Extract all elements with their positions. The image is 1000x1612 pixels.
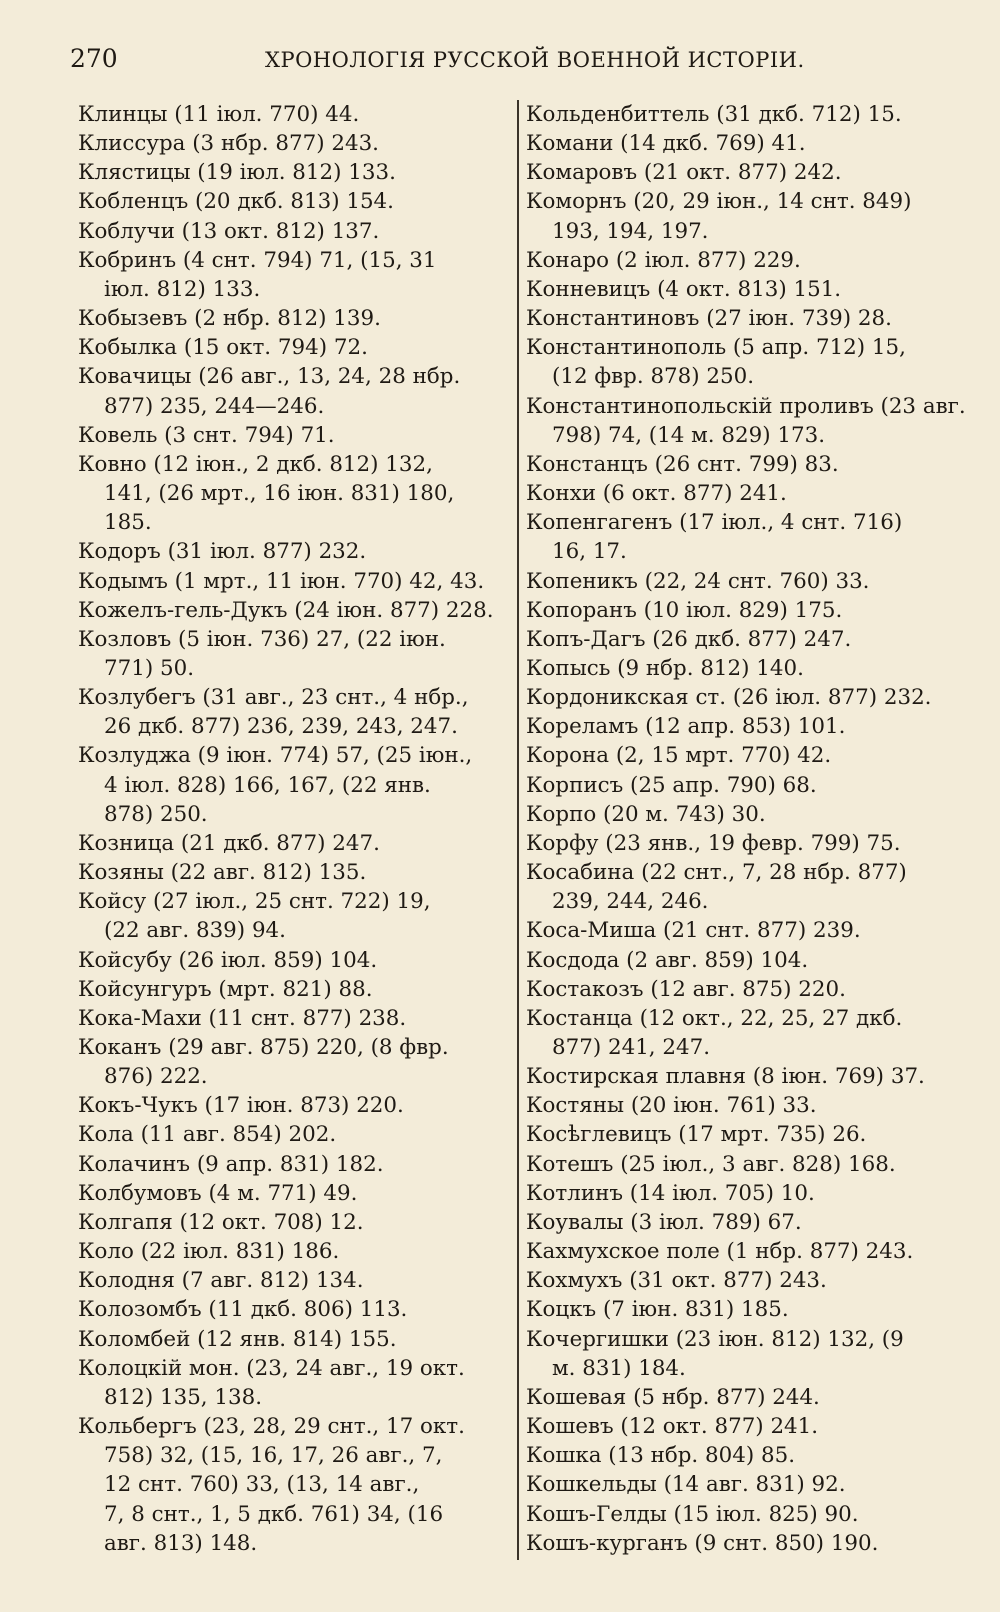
index-entry: Козлубегъ (31 авг., 23 снт., 4 нбр., 26 дкб. 877) 236, 239, 243, 247. [78, 685, 469, 740]
index-entry: Коломбей (12 янв. 814) 155. [78, 1326, 397, 1352]
index-entry: Копысь (9 нбр. 812) 140. [526, 655, 804, 681]
index-entry: Клинцы (11 іюл. 770) 44. [78, 102, 360, 127]
index-entry: Кошъ-Гелды (15 іюл. 825) 90. [526, 1501, 859, 1527]
index-entry: Коблучи (13 окт. 812) 137. [78, 218, 380, 244]
running-title: ХРОНОЛОГІЯ РУССКОЙ ВОЕННОЙ ИСТОРІИ. [265, 48, 805, 72]
index-entry: Костанца (12 окт., 22, 25, 27 дкб. 877) 241, 247. [526, 1005, 903, 1060]
index-entry: Кохмухъ (31 окт. 877) 243. [526, 1268, 827, 1294]
index-entry: Кошка (13 нбр. 804) 85. [526, 1443, 796, 1469]
index-entry: Койсунгуръ (мрт. 821) 88. [78, 976, 373, 1002]
column-divider [517, 100, 519, 1560]
index-entry: Кожелъ-гель-Дукъ (24 іюн. 877) 228. [78, 597, 494, 623]
index-entry: Константинопольскій проливъ (23 авг. 798) 74, (14 м. 829) 173. [526, 393, 966, 448]
index-entry: Колодня (7 авг. 812) 134. [78, 1268, 364, 1294]
index-entry: Ковель (3 снт. 794) 71. [78, 422, 335, 448]
index-entry: Кахмухское поле (1 нбр. 877) 243. [526, 1239, 914, 1265]
index-entry: Корфу (23 янв., 19 февр. 799) 75. [526, 830, 901, 856]
index-entry: Костяны (20 іюн. 761) 33. [526, 1093, 817, 1119]
index-entry: Кобринъ (4 снт. 794) 71, (15, 31 іюл. 812) 133. [78, 247, 437, 302]
index-entry: Констанцъ (26 снт. 799) 83. [526, 451, 839, 477]
index-entry: Кока-Махи (11 снт. 877) 238. [78, 1005, 407, 1031]
index-entry: Косѣглевицъ (17 мрт. 735) 26. [526, 1122, 867, 1148]
index-entry: Коло (22 іюл. 831) 186. [78, 1239, 340, 1265]
index-entry: Кочергишки (23 іюн. 812) 132, (9 м. 831) 184. [526, 1326, 904, 1381]
index-entry: Колачинъ (9 апр. 831) 182. [78, 1151, 384, 1177]
index-entry: Ковно (12 іюн., 2 дкб. 812) 132, 141, (26 мрт., 16 іюн. 831) 180, 185. [78, 451, 455, 536]
index-entry: Косдода (2 авг. 859) 104. [526, 947, 809, 973]
index-entry: Конаро (2 іюл. 877) 229. [526, 247, 801, 273]
index-entry: Коканъ (29 авг. 875) 220, (8 фвр. 876) 222. [78, 1035, 449, 1090]
index-entry: Копеникъ (22, 24 снт. 760) 33. [526, 568, 870, 594]
index-entry: Кольденбиттель (31 дкб. 712) 15. [526, 102, 902, 127]
index-entry: Козловъ (5 іюн. 736) 27, (22 іюн. 771) 50. [78, 626, 446, 681]
index-entry: Коморнъ (20, 29 іюн., 14 снт. 849) 193, 194, 197. [526, 189, 912, 244]
index-entry: Колоцкій мон. (23, 24 авг., 19 окт. 812) 135, 138. [78, 1355, 465, 1410]
index-entry: Косабина (22 снт., 7, 28 нбр. 877) 239, 244, 246. [526, 860, 907, 915]
index-entry: Корпо (20 м. 743) 30. [526, 801, 766, 827]
index-entry: Конхи (6 окт. 877) 241. [526, 481, 787, 507]
index-entry: Котлинъ (14 іюл. 705) 10. [526, 1180, 815, 1206]
index-entry: Кобленцъ (20 дкб. 813) 154. [78, 189, 394, 215]
index-entry: Колозомбъ (11 дкб. 806) 113. [78, 1297, 408, 1323]
index-entry: Корписъ (25 апр. 790) 68. [526, 772, 817, 798]
index-entry: Кодымъ (1 мрт., 11 іюн. 770) 42, 43. [78, 568, 485, 594]
index-entry: Кольбергъ (23, 28, 29 снт., 17 окт. 758) 32, (15, 16, 17, 26 авг., 7, 12 снт. 760) 33, (13, 14 авг., 7, 8 снт., 1, 5 дкб. 761) 34, (16 авг. 813) 148. [78, 1414, 465, 1556]
index-entry: Койсубу (26 іюл. 859) 104. [78, 947, 378, 973]
index-entry: Кобызевъ (2 нбр. 812) 139. [78, 306, 381, 332]
index-entry: Костакозъ (12 авг. 875) 220. [526, 976, 846, 1002]
index-entry: Кошевая (5 нбр. 877) 244. [526, 1384, 820, 1410]
page-header [70, 44, 960, 84]
index-entry: Константинополь (5 апр. 712) 15, (12 фвр. 878) 250. [526, 335, 906, 390]
index-column-right [526, 100, 966, 1558]
index-entry: Кобылка (15 окт. 794) 72. [78, 335, 368, 361]
index-entry: Ковачицы (26 авг., 13, 24, 28 нбр. 877) 235, 244—246. [78, 364, 461, 419]
index-entry: Коцкъ (7 іюн. 831) 185. [526, 1297, 789, 1323]
page-number: 270 [70, 44, 118, 73]
index-entry: Кордоникская ст. (26 іюл. 877) 232. [526, 685, 932, 711]
index-entry: Коувалы (3 іюл. 789) 67. [526, 1209, 802, 1235]
index-entry: Кокъ-Чукъ (17 іюн. 873) 220. [78, 1093, 404, 1119]
index-entry: Копоранъ (10 іюл. 829) 175. [526, 597, 843, 623]
index-entry: Кошъ-курганъ (9 снт. 850) 190. [526, 1530, 879, 1556]
index-entry: Копенгагенъ (17 іюл., 4 снт. 716) 16, 17. [526, 510, 903, 565]
index-entry: Костирская плавня (8 іюн. 769) 37. [526, 1064, 925, 1090]
index-entry: Кошкельды (14 авг. 831) 92. [526, 1472, 846, 1498]
index-entry: Корона (2, 15 мрт. 770) 42. [526, 743, 832, 769]
index-entry: Комаровъ (21 окт. 877) 242. [526, 160, 842, 186]
index-entry: Константиновъ (27 іюн. 739) 28. [526, 306, 892, 332]
index-entry: Колбумовъ (4 м. 771) 49. [78, 1180, 358, 1206]
index-entry: Котешъ (25 іюл., 3 авг. 828) 168. [526, 1151, 896, 1177]
index-entry: Козлуджа (9 іюн. 774) 57, (25 іюн., 4 іюл. 828) 166, 167, (22 янв. 878) 250. [78, 743, 473, 827]
index-entry: Коса-Миша (21 снт. 877) 239. [526, 918, 861, 944]
index-entry: Клястицы (19 іюл. 812) 133. [78, 160, 396, 186]
index-entry: Кошевъ (12 окт. 877) 241. [526, 1414, 819, 1440]
index-column-left [78, 100, 516, 1558]
index-entry: Конневицъ (4 окт. 813) 151. [526, 276, 842, 302]
index-entry: Койсу (27 іюл., 25 снт. 722) 19, (22 авг. 839) 94. [78, 889, 431, 944]
index-entry: Кореламъ (12 апр. 853) 101. [526, 714, 846, 740]
index-entry: Колгапя (12 окт. 708) 12. [78, 1209, 364, 1235]
index-entry: Комани (14 дкб. 769) 41. [526, 131, 806, 157]
index-entry: Козяны (22 авг. 812) 135. [78, 860, 367, 886]
index-entry: Кола (11 авг. 854) 202. [78, 1122, 337, 1148]
index-entry: Копъ-Дагъ (26 дкб. 877) 247. [526, 626, 852, 652]
index-entry: Козница (21 дкб. 877) 247. [78, 830, 380, 856]
index-entry: Клиссура (3 нбр. 877) 243. [78, 131, 379, 157]
index-entry: Кодоръ (31 іюл. 877) 232. [78, 539, 367, 565]
